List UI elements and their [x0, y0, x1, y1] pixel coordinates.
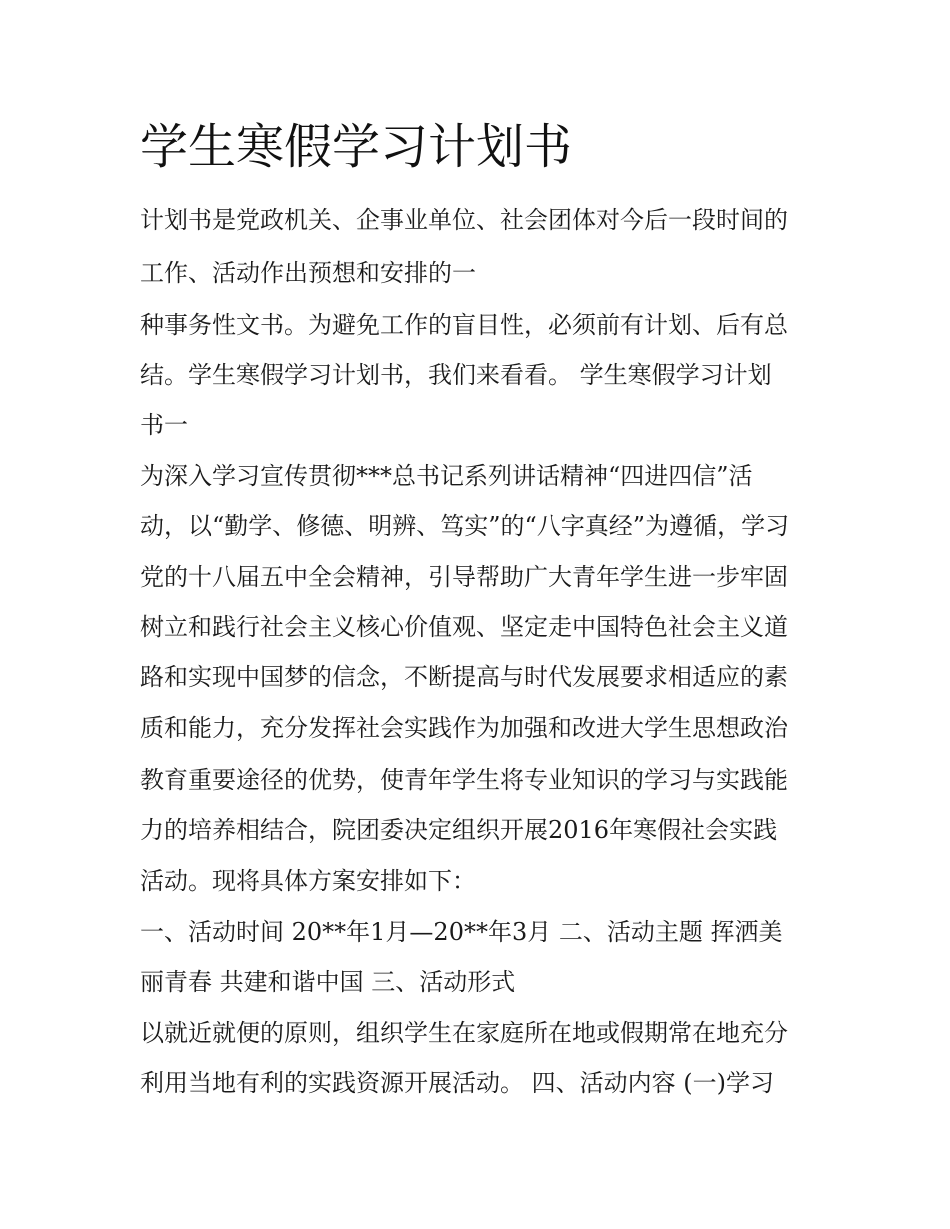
body-text-line: 计划书是党政机关、企事业单位、社会团体对今后一段时间的 — [140, 206, 788, 234]
body-text-line: 教育重要途径的优势，使青年学生将专业知识的学习与实践能 — [140, 766, 788, 794]
document-title: 学生寒假学习计划书 — [140, 119, 573, 175]
body-text-line: 路和实现中国梦的信念，不断提高与时代发展要求相适应的素 — [140, 663, 788, 691]
body-text-line: 结。学生寒假学习计划书，我们来看看。 学生寒假学习计划 — [140, 361, 772, 389]
body-text-line: 动，以“勤学、修德、明辨、笃实”的“八字真经”为遵循，学习 — [140, 512, 790, 540]
body-text-line: 以就近就便的原则，组织学生在家庭所在地或假期常在地充分 — [140, 1019, 788, 1047]
body-text-line: 力的培养相结合，院团委决定组织开展2016年寒假社会实践 — [140, 816, 778, 844]
body-text-line: 树立和践行社会主义核心价值观、坚定走中国特色社会主义道 — [140, 613, 788, 641]
body-text-line: 工作、活动作出预想和安排的一 — [140, 259, 476, 287]
body-text-line: 种事务性文书。为避免工作的盲目性，必须前有计划、后有总 — [140, 311, 788, 339]
body-text-line: 党的十八届五中全会精神，引导帮助广大青年学生进一步牢固 — [140, 563, 788, 591]
body-text-line: 质和能力，充分发挥社会实践作为加强和改进大学生思想政治 — [140, 714, 788, 742]
body-text-line: 利用当地有利的实践资源开展活动。 四、活动内容 (一)学习 — [140, 1069, 774, 1097]
body-text-line: 一、活动时间 20**年1月—20**年3月 二、活动主题 挥洒美 — [140, 918, 783, 946]
body-text-line: 书一 — [140, 411, 188, 439]
body-text-line: 丽青春 共建和谐中国 三、活动形式 — [140, 968, 516, 996]
body-text-line: 活动。现将具体方案安排如下： — [140, 867, 476, 895]
body-text-line: 为深入学习宣传贯彻***总书记系列讲话精神“四进四信”活 — [140, 462, 753, 490]
